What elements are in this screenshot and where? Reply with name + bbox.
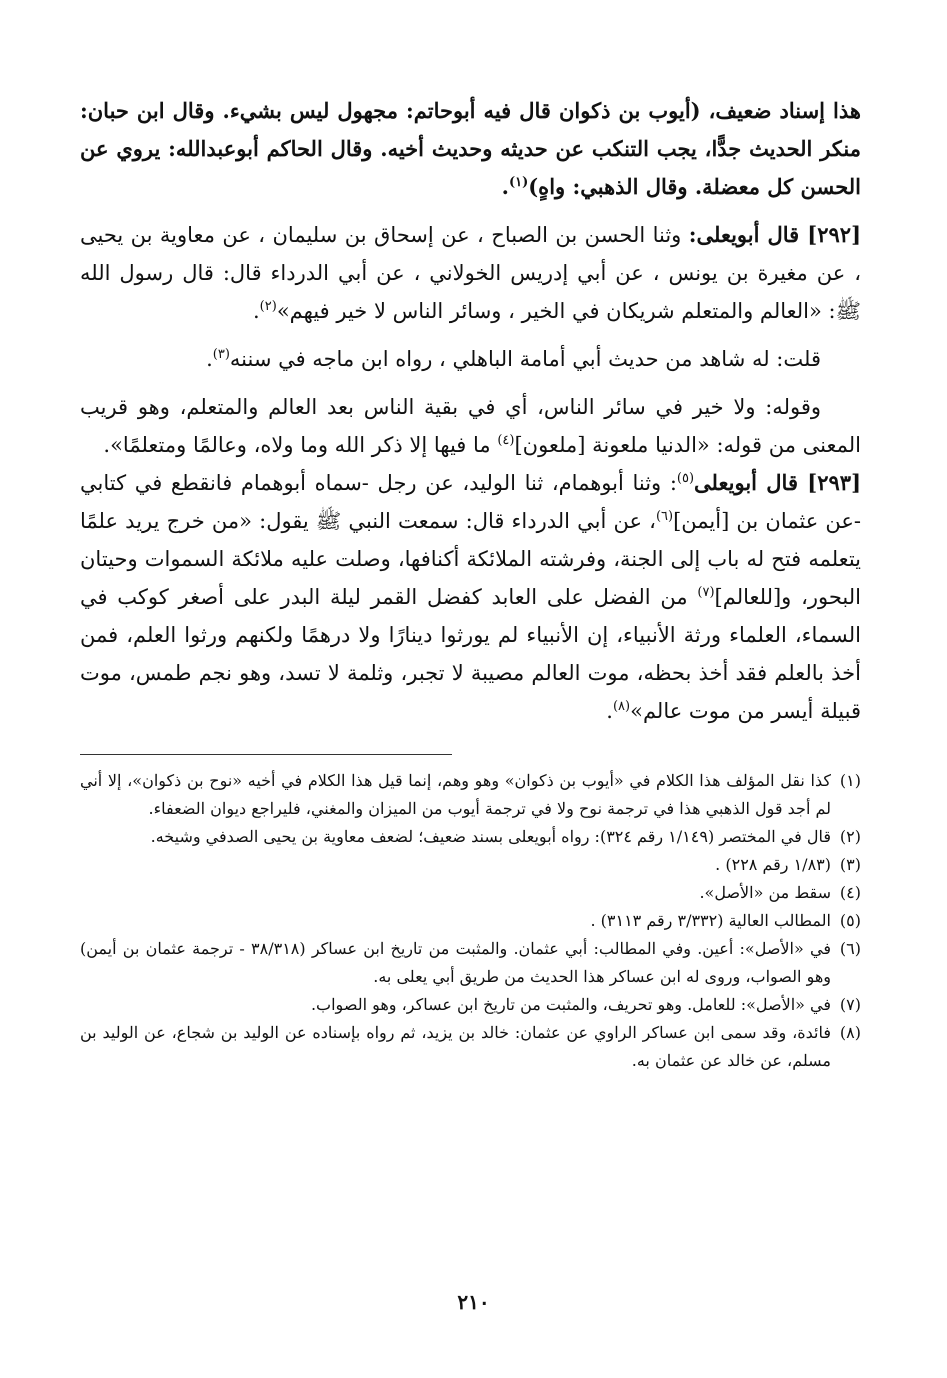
footnote-text: المطالب العالية (٣/٣٣٢ رقم ٣١١٣) . [590,911,831,930]
footnote-text: في «الأصل»: للعامل. وهو تحريف، والمثبت من تاريخ ابن عساكر، وهو الصواب. [310,995,831,1014]
paragraph-text: قلت: له شاهد من حديث أبي أمامة الباهلي ، رواه ابن ماجه في سننه [229,347,821,371]
footnote [80,879,861,907]
footnote-number: (١) [839,771,861,790]
paragraph-text: : وثنا أبوهمام، ثنا الوليد، عن رجل -سماه أبوهمام فانقطع في كتابي -عن عثمان بن [أيمن] [80,471,861,533]
paragraph-intro [80,92,861,206]
footnote [80,767,861,823]
footnote-text: في «الأصل»: أعين. وفي المطالب: أبي عثمان. والمثبت من تاريخ ابن عساكر (٣٨/٣١٨ - ترجمة عثمان بن أيمن) وهو الصواب، وروى له ابن عساكر هذا الحديث من طريق أبي يعلى به. [80,939,831,986]
paragraph-text: وقوله: ولا خير في سائر الناس، أي في بقية الناس بعد العالم والمتعلم، وهو قريب المعنى من قوله: «الدنيا ملعونة [ملعون] [80,395,861,457]
footnote [80,991,861,1019]
footnote-text: (١/٨٣ رقم ٢٢٨) . [715,855,831,874]
footnote [80,823,861,851]
paragraph-end: . [501,174,509,199]
footnote-number: (٤) [839,883,861,902]
footnote-separator [80,754,452,755]
footnote-text: سقط من «الأصل». [699,883,831,902]
footnote-text: قال في المختصر (١/١٤٩ رقم ٣٢٤): رواه أبويعلى بسند ضعيف؛ لضعف معاوية بن يحيى الصدفي وشيخه. [150,827,831,846]
footnote-number: (٥) [839,911,861,930]
paragraph-text: من الفضل على العابد كفضل القمر ليلة البدر على أصغر كوكب في السماء، العلماء ورثة الأنبياء، إن الأنبياء لم يورثوا دينارًا ولا درهمًا ولكنهم ورثوا العلم، فمن أخذ بالعلم فقد أخذ بحظه، موت العالم مصيبة لا تجبر، وثلمة لا تسد، وهو نجم طمس، موت قبيلة أيسر من موت عالم» [80,585,861,723]
footnote-text: كذا نقل المؤلف هذا الكلام في «أيوب بن ذكوان» وهو وهم، إنما قيل هذا الكلام في أخيه «نوح بن ذكوان»، إلا أني لم أجد قول الذهبي هذا في ترجمة نوح ولا في ترجمة أيوب من الميزان والمغني، فليراجع ديوان الضعفاء. [80,771,831,818]
footnote-number: (٧) [839,995,861,1014]
page-number: ٢١٠ [457,1290,490,1314]
footnote-number: (٣) [839,855,861,874]
paragraph-text: وثنا الحسن بن الصباح ، عن إسحاق بن سليمان ، عن معاوية بن يحيى ، عن مغيرة بن يونس ، عن أبي إدريس الخولاني ، عن أبي الدرداء قال: قال رسول الله ﷺ: «العالم والمتعلم شريكان في الخير ، وسائر الناس لا خير فيهم» [80,223,861,323]
hadith-number: [٢٩٢] قال أبويعلى: [688,222,861,247]
footnote-number: (٦) [839,939,861,958]
hadith-number: [٢٩٣] قال أبويعلى [694,470,861,495]
footnote-ref: (٥) [676,471,695,486]
paragraph-end: . [252,299,260,323]
footnote-ref: (١) [508,175,529,190]
footnote [80,935,861,991]
comment-paragraph [80,340,861,378]
footnote-ref: (٨) [612,699,631,714]
paragraph-text: هذا إسناد ضعيف، (أيوب بن ذكوان قال فيه أبوحاتم: مجهول ليس بشيء. وقال ابن حبان: منكر الحديث جدًّا، يجب التنكب عن حديثه وحديث أخيه. وقال الحاكم أبوعبدالله: يروي عن الحسن كل معضلة. وقال الذهبي: واهٍ) [80,98,861,199]
footnote-text: فائدة، وقد سمى ابن عساكر الراوي عن عثمان: خالد بن يزيد، ثم رواه بإسناده عن الوليد بن شجاع، عن الوليد بن مسلم، عن خالد عن عثمان به. [80,1023,831,1070]
paragraph-end: . [206,347,213,371]
footnote-ref: (٢) [259,299,277,314]
footnote-ref: (٤) [497,433,515,448]
footnote [80,907,861,935]
footnote-number: (٨) [839,1023,861,1042]
explanation-paragraph [80,388,861,464]
footnote [80,851,861,879]
main-text [80,92,861,730]
footnotes [80,767,861,1075]
footnote [80,1019,861,1075]
paragraph-text: ما فيها إلا ذكر الله وما ولاه، وعالمًا ومتعلمًا». [103,433,498,457]
hadith-293 [80,464,861,730]
footnote-ref: (٦) [655,509,674,524]
footnote-ref: (٣) [212,347,230,362]
footnote-number: (٢) [839,827,861,846]
paragraph-end: . [606,699,613,723]
paragraph-text: ، عن أبي الدرداء قال: سمعت النبي ﷺ يقول: «من خرج يريد علمًا يتعلمه فتح له باب إلى الجنة، وفرشته الملائكة أكنافها، وصلت عليه ملائكة السموات وحيتان البحور، و[للعالم] [80,509,861,609]
hadith-292 [80,216,861,330]
footnote-ref: (٧) [697,585,715,600]
